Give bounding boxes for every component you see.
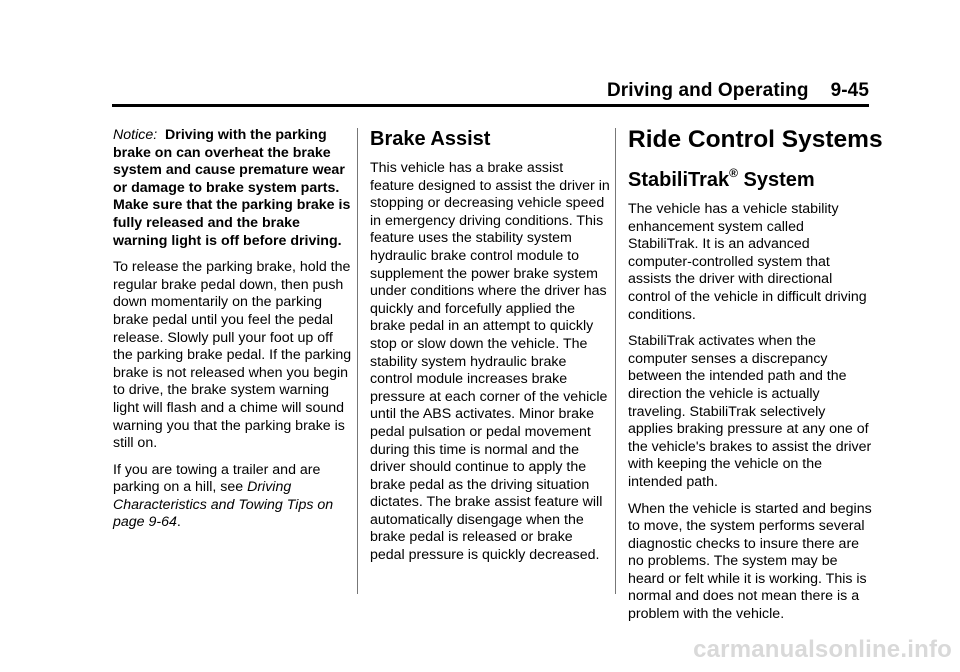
brake-assist-paragraph: This vehicle has a brake assist feature designed to assist the driver in stopping or decreasing vehicle speed in emergency driving conditions. This feature uses the stability system hydraulic brake control module to supplement the power brake system under conditions where the driver has quickly and forcefully applied the brake pedal in an attempt to quickly stop or slow down the vehicle. The stability system hydraulic brake control module increases brake pressure at each corner of the vehicle until the ABS activates. Minor brake pedal pulsation or pedal movement during this time is normal and the driver should continue to apply the brake pedal as the driving situation dictates. The brake assist feature will automatically disengage when the brake pedal is released or brake pedal pressure is quickly decreased. bbox=[370, 160, 610, 564]
notice-paragraph bbox=[113, 127, 353, 250]
towing-reference-link[interactable]: Driving Characteristics and Towing Tips on page 9-64 bbox=[113, 479, 334, 531]
page-header bbox=[112, 78, 869, 106]
towing-paragraph bbox=[113, 462, 353, 532]
column-divider-1 bbox=[357, 128, 358, 594]
notice-text: Driving with the parking brake on can overheat the brake system and cause premature wear or damage to brake system parts. Make sure that the parking brake is fully released and the brake warning light is off before driving. bbox=[113, 127, 351, 249]
header-rule bbox=[112, 104, 869, 107]
column-left bbox=[113, 127, 353, 541]
column-right bbox=[628, 126, 883, 633]
stabilitrak-heading bbox=[628, 168, 873, 192]
stabilitrak-tail: System bbox=[738, 169, 815, 191]
section-title: Driving and Operating bbox=[606, 80, 809, 101]
watermark: carmanualsonline.info bbox=[693, 636, 952, 663]
ride-control-heading: Ride Control Systems bbox=[628, 126, 883, 153]
stabilitrak-paragraph-3: When the vehicle is started and begins to move, the system performs several diagnostic checks to insure there are no problems. The system may be heard or felt while it is working. This is normal and does not mean there is a problem with the vehicle. bbox=[628, 500, 872, 623]
header-title bbox=[607, 80, 869, 102]
brake-assist-heading: Brake Assist bbox=[370, 128, 491, 150]
stabilitrak-paragraph-2: StabiliTrak activates when the computer senses a discrepancy between the intended path and the direction the vehicle is actually traveling. StabiliTrak selectively applies braking pressure at any one of the vehicle's brakes to assist the driver with keeping the vehicle on the intended path. bbox=[628, 333, 872, 490]
towing-period: . bbox=[176, 514, 181, 531]
towing-text: If you are towing a trailer and are parking on a hill, see bbox=[113, 461, 321, 496]
release-paragraph: To release the parking brake, hold the regular brake pedal down, then push down momentarily on the parking brake pedal until you feel the pedal release. Slowly pull your foot up off the parking brake pedal. If the parking brake is not released when you begin to drive, the brake system warning light will flash and a chime will sound warning you that the parking brake is still on. bbox=[113, 259, 352, 452]
page-number: 9-45 bbox=[830, 80, 869, 101]
stabilitrak-paragraph-1: The vehicle has a vehicle stability enhancement system called StabiliTrak. It is an advanced computer-controlled system that assists the driver with directional control of the vehicle in difficult driving conditions. bbox=[628, 201, 867, 323]
column-middle bbox=[370, 127, 610, 574]
notice-label: Notice: bbox=[113, 127, 158, 143]
stabilitrak-name: StabiliTrak bbox=[628, 169, 730, 191]
registered-mark: ® bbox=[729, 166, 738, 180]
column-divider-2 bbox=[615, 128, 616, 594]
